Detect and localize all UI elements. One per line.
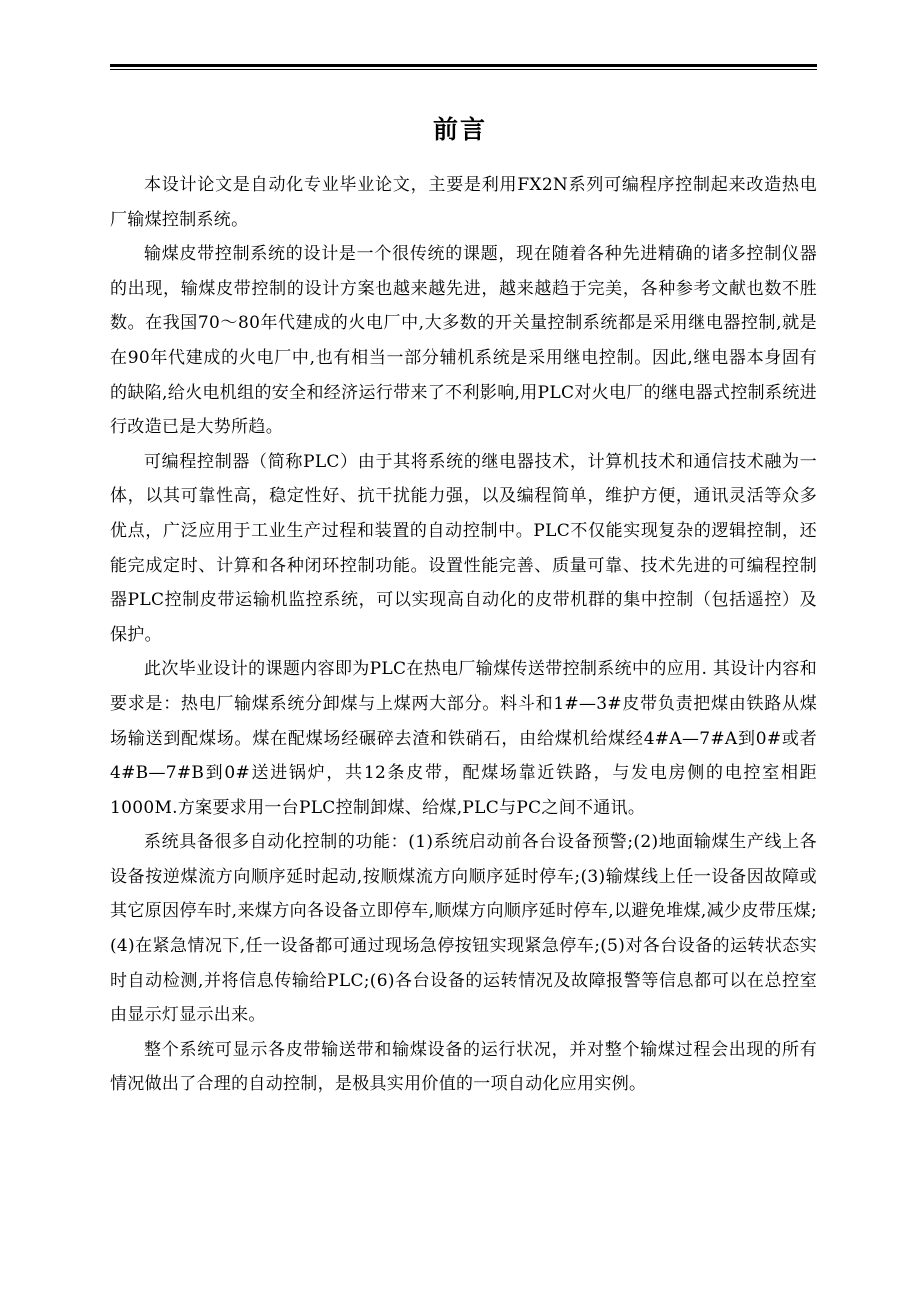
header-rule-thin xyxy=(110,69,817,70)
paragraph-5: 系统具备很多自动化控制的功能：(1)系统启动前各台设备预警;(2)地面输煤生产线上各设备按逆煤流方向顺序延时起动,按顺煤流方向顺序延时停车;(3)输煤线上任一设备因故障或其它原因停车时,来煤方向各设备立即停车,顺煤方向顺序延时停车,以避免堆煤,减少皮带压煤;(4)在紧急情况下,任一设备都可通过现场急停按钮实现紧急停车;(5)对各台设备的运转状态实时自动检测,并将信息传输给PLC;(6)各台设备的运转情况及故障报警等信息都可以在总控室由显示灯显示出来。 xyxy=(110,832,817,1026)
page-title: 前言 xyxy=(432,115,487,144)
paragraph-4: 此次毕业设计的课题内容即为PLC在热电厂输煤传送带控制系统中的应用. 其设计内容和要求是：热电厂输煤系统分卸煤与上煤两大部分。料斗和1#—3#皮带负责把煤由铁路从煤场输送到配煤场。煤在配煤场经碾碎去渣和铁硝石，由给煤机给煤经4#A—7#A到0#或者4#B—7#B到0#送进锅炉，共12条皮带，配煤场靠近铁路，与发电房侧的电控室相距1000M.方案要求用一台PLC控制卸煤、给煤,PLC与PC之间不通讯。 xyxy=(110,659,817,818)
paragraph-2: 输煤皮带控制系统的设计是一个很传统的课题，现在随着各种先进精确的诸多控制仪器的出现，输煤皮带控制的设计方案也越来越先进，越来越趋于完美，各种参考文献也数不胜数。在我国70～80年代建成的火电厂中,大多数的开关量控制系统都是采用继电器控制,就是在90年代建成的火电厂中,也有相当一部分辅机系统是采用继电控制。因此,继电器本身固有的缺陷,给火电机组的安全和经济运行带来了不利影响,用PLC对火电厂的继电器式控制系统进行改造已是大势所趋。 xyxy=(110,244,817,438)
header-rule-thick xyxy=(110,64,817,67)
paragraph-1: 本设计论文是自动化专业毕业论文，主要是利用FX2N系列可编程序控制起来改造热电厂输煤控制系统。 xyxy=(110,175,817,230)
body-text xyxy=(110,168,817,1102)
paragraph-6: 整个系统可显示各皮带输送带和输煤设备的运行状况，并对整个输煤过程会出现的所有情况做出了合理的自动控制，是极具实用价值的一项自动化应用实例。 xyxy=(110,1039,817,1095)
paragraph-3: 可编程控制器（简称PLC）由于其将系统的继电器技术，计算机技术和通信技术融为一体，以其可靠性高，稳定性好、抗干扰能力强，以及编程简单，维护方便，通讯灵活等众多优点，广泛应用于工业生产过程和装置的自动控制中。PLC不仅能实现复杂的逻辑控制，还能完成定时、计算和各种闭环控制功能。设置性能完善、质量可靠、技术先进的可编程控制器PLC控制皮带运输机监控系统，可以实现高自动化的皮带机群的集中控制（包括遥控）及保护。 xyxy=(110,451,817,645)
